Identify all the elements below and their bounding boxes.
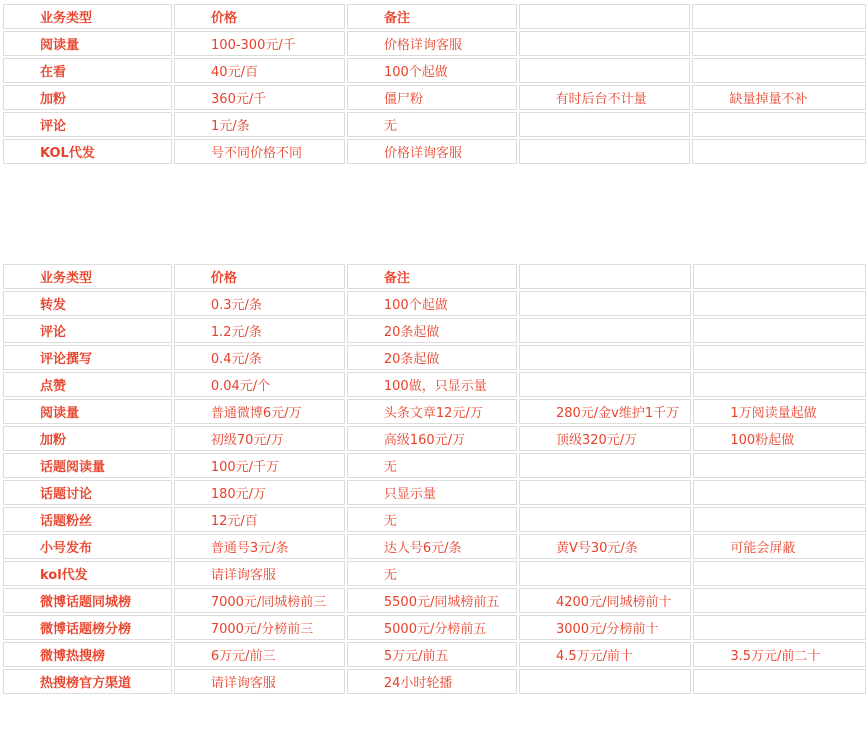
column-header bbox=[693, 264, 866, 289]
table-cell bbox=[693, 291, 866, 316]
table-cell: 100粉起做 bbox=[693, 426, 866, 451]
table-cell: 5000元/分榜前五 bbox=[347, 615, 517, 640]
table-cell bbox=[693, 318, 866, 343]
table-cell: 初级70元/万 bbox=[174, 426, 345, 451]
table-cell bbox=[519, 669, 691, 694]
table-cell bbox=[693, 453, 866, 478]
table-cell bbox=[519, 372, 691, 397]
weibo-price-table bbox=[1, 262, 868, 696]
table-cell bbox=[519, 318, 691, 343]
table-row bbox=[3, 507, 866, 532]
table-cell: 280元/金v维护1千万 bbox=[519, 399, 691, 424]
table-cell: 1.2元/条 bbox=[174, 318, 345, 343]
service-type-cell: 阅读量 bbox=[3, 31, 172, 56]
table-row bbox=[3, 318, 866, 343]
table-cell: 100做，只显示量 bbox=[347, 372, 517, 397]
table-cell: 价格详询客服 bbox=[347, 31, 517, 56]
table-cell bbox=[692, 139, 866, 164]
table-row bbox=[3, 345, 866, 370]
table-cell bbox=[519, 453, 691, 478]
table-cell: 20条起做 bbox=[347, 318, 517, 343]
column-header bbox=[692, 4, 866, 29]
table-row bbox=[3, 291, 866, 316]
table-cell bbox=[519, 31, 691, 56]
table-cell: 价格详询客服 bbox=[347, 139, 517, 164]
column-header: 价格 bbox=[174, 4, 345, 29]
table-header-row bbox=[3, 4, 866, 29]
table-cell: 有时后台不计量 bbox=[519, 85, 691, 110]
service-type-cell: 评论撰写 bbox=[3, 345, 172, 370]
table-row bbox=[3, 372, 866, 397]
table-row bbox=[3, 615, 866, 640]
table-cell: 4200元/同城榜前十 bbox=[519, 588, 691, 613]
column-header bbox=[519, 4, 691, 29]
table-cell: 可能会屏蔽 bbox=[693, 534, 866, 559]
service-type-cell: 微博热搜榜 bbox=[3, 642, 172, 667]
table-cell bbox=[519, 480, 691, 505]
table-cell: 达人号6元/条 bbox=[347, 534, 517, 559]
table-cell bbox=[693, 345, 866, 370]
table-cell: 无 bbox=[347, 561, 517, 586]
table-cell: 3.5万元/前二十 bbox=[693, 642, 866, 667]
table-cell: 100元/千万 bbox=[174, 453, 345, 478]
table-cell: 360元/千 bbox=[174, 85, 345, 110]
table-cell: 0.4元/条 bbox=[174, 345, 345, 370]
column-header: 备注 bbox=[347, 264, 517, 289]
service-type-cell: 阅读量 bbox=[3, 399, 172, 424]
table-cell: 无 bbox=[347, 112, 517, 137]
table-cell bbox=[519, 291, 691, 316]
table-row bbox=[3, 139, 866, 164]
service-type-cell: 微博话题同城榜 bbox=[3, 588, 172, 613]
service-type-cell: 话题粉丝 bbox=[3, 507, 172, 532]
table-cell: 1万阅读量起做 bbox=[693, 399, 866, 424]
table-row bbox=[3, 85, 866, 110]
table-cell bbox=[519, 139, 691, 164]
table-cell: 24小时轮播 bbox=[347, 669, 517, 694]
table-cell bbox=[692, 58, 866, 83]
table-cell: 1元/条 bbox=[174, 112, 345, 137]
table-cell bbox=[519, 345, 691, 370]
table-cell bbox=[693, 561, 866, 586]
table-header-row bbox=[3, 264, 866, 289]
table-cell: 无 bbox=[347, 453, 517, 478]
service-type-cell: 在看 bbox=[3, 58, 172, 83]
table-cell: 7000元/分榜前三 bbox=[174, 615, 345, 640]
table-cell: 普通微博6元/万 bbox=[174, 399, 345, 424]
column-header: 备注 bbox=[347, 4, 517, 29]
table-row bbox=[3, 669, 866, 694]
table-cell: 0.3元/条 bbox=[174, 291, 345, 316]
table-row bbox=[3, 534, 866, 559]
table-cell bbox=[519, 58, 691, 83]
service-type-cell: 转发 bbox=[3, 291, 172, 316]
table-cell: 请详询客服 bbox=[174, 561, 345, 586]
table-row bbox=[3, 642, 866, 667]
table-cell: 100个起做 bbox=[347, 291, 517, 316]
service-type-cell: 加粉 bbox=[3, 85, 172, 110]
table-cell bbox=[693, 480, 866, 505]
table-cell: 僵尸粉 bbox=[347, 85, 517, 110]
service-type-cell: 话题阅读量 bbox=[3, 453, 172, 478]
table-cell bbox=[693, 615, 866, 640]
table-cell: 5500元/同城榜前五 bbox=[347, 588, 517, 613]
column-header: 价格 bbox=[174, 264, 345, 289]
table-cell bbox=[693, 669, 866, 694]
service-type-cell: 评论 bbox=[3, 112, 172, 137]
column-header: 业务类型 bbox=[3, 4, 172, 29]
table-cell: 普通号3元/条 bbox=[174, 534, 345, 559]
table-cell bbox=[692, 112, 866, 137]
table-cell bbox=[692, 31, 866, 56]
table-cell: 7000元/同城榜前三 bbox=[174, 588, 345, 613]
table-row bbox=[3, 480, 866, 505]
table-row bbox=[3, 112, 866, 137]
table-cell: 40元/百 bbox=[174, 58, 345, 83]
table-cell: 4.5万元/前十 bbox=[519, 642, 691, 667]
table-cell: 请详询客服 bbox=[174, 669, 345, 694]
table-body bbox=[3, 4, 866, 164]
table-cell: 12元/百 bbox=[174, 507, 345, 532]
wechat-price-table bbox=[1, 2, 868, 166]
table-cell: 6万元/前三 bbox=[174, 642, 345, 667]
column-header: 业务类型 bbox=[3, 264, 172, 289]
column-header bbox=[519, 264, 691, 289]
table-row bbox=[3, 453, 866, 478]
table-cell bbox=[693, 507, 866, 532]
service-type-cell: 热搜榜官方渠道 bbox=[3, 669, 172, 694]
table-cell: 100-300元/千 bbox=[174, 31, 345, 56]
table-row bbox=[3, 399, 866, 424]
table-cell: 黄V号30元/条 bbox=[519, 534, 691, 559]
service-type-cell: 话题讨论 bbox=[3, 480, 172, 505]
table-cell: 0.04元/个 bbox=[174, 372, 345, 397]
service-type-cell: 微博话题榜分榜 bbox=[3, 615, 172, 640]
table-cell: 5万元/前五 bbox=[347, 642, 517, 667]
table-cell: 100个起做 bbox=[347, 58, 517, 83]
service-type-cell: 点赞 bbox=[3, 372, 172, 397]
service-type-cell: 小号发布 bbox=[3, 534, 172, 559]
table-cell: 高级160元/万 bbox=[347, 426, 517, 451]
table-row bbox=[3, 31, 866, 56]
table-body bbox=[3, 264, 866, 694]
table-cell: 顶级320元/万 bbox=[519, 426, 691, 451]
table-cell bbox=[519, 507, 691, 532]
table-cell: 号不同价格不同 bbox=[174, 139, 345, 164]
table-cell: 180元/万 bbox=[174, 480, 345, 505]
table-cell: 缺量掉量不补 bbox=[692, 85, 866, 110]
table-cell: 头条文章12元/万 bbox=[347, 399, 517, 424]
service-type-cell: kol代发 bbox=[3, 561, 172, 586]
table-cell bbox=[519, 561, 691, 586]
table-row bbox=[3, 58, 866, 83]
table-cell bbox=[519, 112, 691, 137]
table-cell: 20条起做 bbox=[347, 345, 517, 370]
table-row bbox=[3, 588, 866, 613]
table-cell bbox=[693, 372, 866, 397]
table-row bbox=[3, 426, 866, 451]
service-type-cell: KOL代发 bbox=[3, 139, 172, 164]
table-cell: 无 bbox=[347, 507, 517, 532]
table-cell: 只显示量 bbox=[347, 480, 517, 505]
service-type-cell: 评论 bbox=[3, 318, 172, 343]
table-cell bbox=[693, 588, 866, 613]
table-row bbox=[3, 561, 866, 586]
table-cell: 3000元/分榜前十 bbox=[519, 615, 691, 640]
service-type-cell: 加粉 bbox=[3, 426, 172, 451]
